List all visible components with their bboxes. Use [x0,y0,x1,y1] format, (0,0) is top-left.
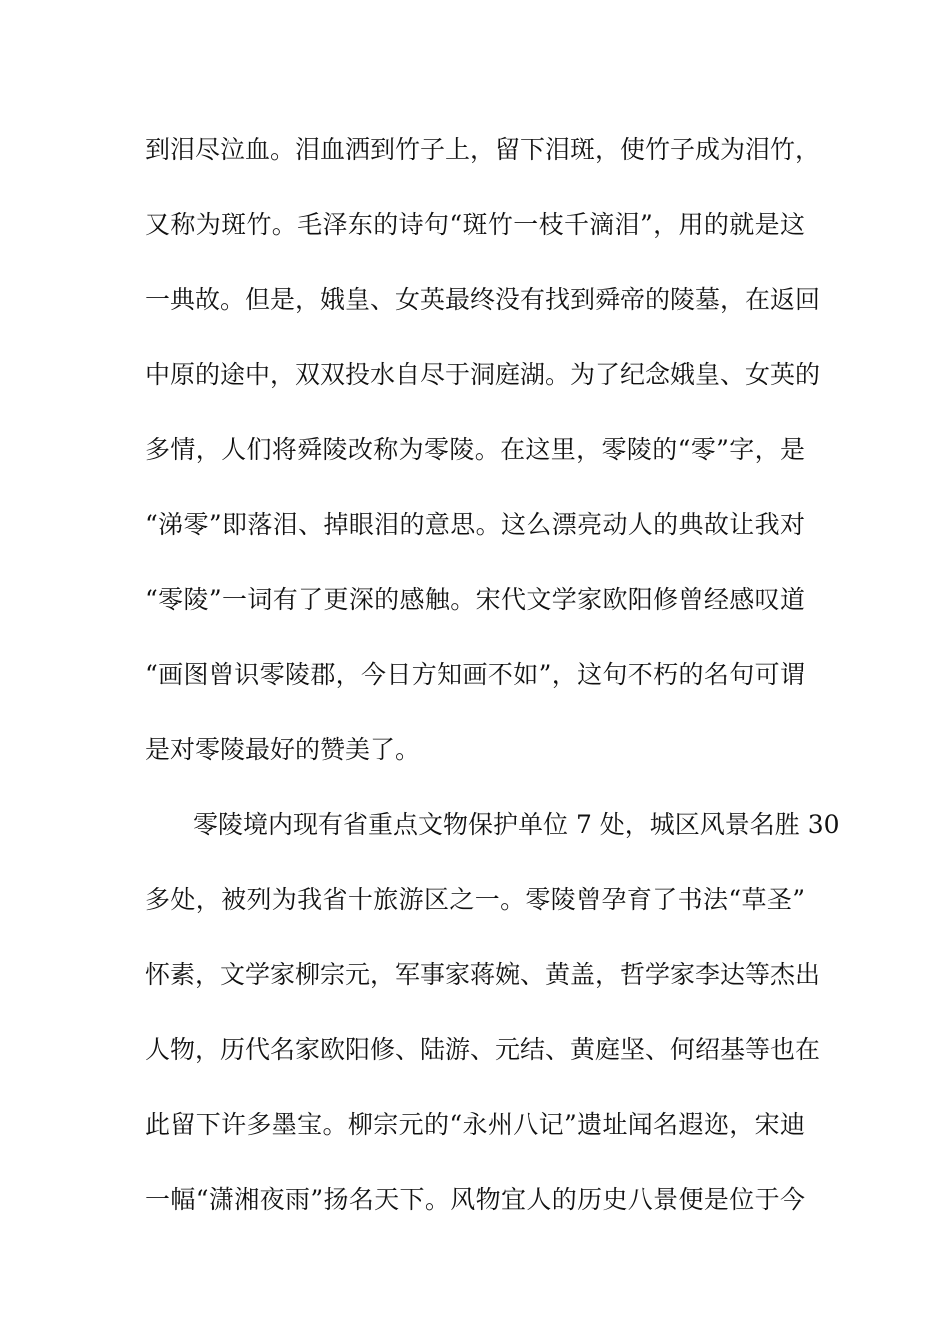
paragraph-1-line-6: “涕零”即落泪、掉眼泪的意思。这么漂亮动人的典故让我对 [145,510,805,539]
paragraph-2-line-6: 一幅“潇湘夜雨”扬名天下。风物宜人的历史八景便是位于今 [145,1185,805,1214]
paragraph-2-line-1: 零陵境内现有省重点文物保护单位 7 处，城区风景名胜 30 [193,810,840,839]
paragraph-1-line-4: 中原的途中，双双投水自尽于洞庭湖。为了纪念娥皇、女英的 [145,360,821,389]
paragraph-1-line-8: “画图曾识零陵郡，今日方知画不如”，这句不朽的名句可谓 [145,660,805,689]
paragraph-1-line-1: 到泪尽泣血。泪血洒到竹子上，留下泪斑，使竹子成为泪竹， [145,135,821,164]
paragraph-1-line-3: 一典故。但是，娥皇、女英最终没有找到舜帝的陵墓，在返回 [145,285,821,314]
paragraph-2-line-5: 此留下许多墨宝。柳宗元的“永州八记”遗址闻名遐迩，宋迪 [145,1110,805,1139]
paragraph-2-line-3: 怀素，文学家柳宗元，军事家蒋婉、黄盖，哲学家李达等杰出 [145,960,821,989]
paragraph-1-line-7: “零陵”一词有了更深的感触。宋代文学家欧阳修曾经感叹道 [145,585,805,614]
paragraph-2-line-4: 人物，历代名家欧阳修、陆游、元结、黄庭坚、何绍基等也在 [145,1035,821,1064]
paragraph-1-line-5: 多情，人们将舜陵改称为零陵。在这里，零陵的“零”字，是 [145,435,805,464]
paragraph-1-line-9: 是对零陵最好的赞美了。 [145,735,421,764]
paragraph-1-line-2: 又称为斑竹。毛泽东的诗句“斑竹一枝千滴泪”，用的就是这 [145,210,805,239]
paragraph-2-line-2: 多处，被列为我省十旅游区之一。零陵曾孕育了书法“草圣” [145,885,805,914]
